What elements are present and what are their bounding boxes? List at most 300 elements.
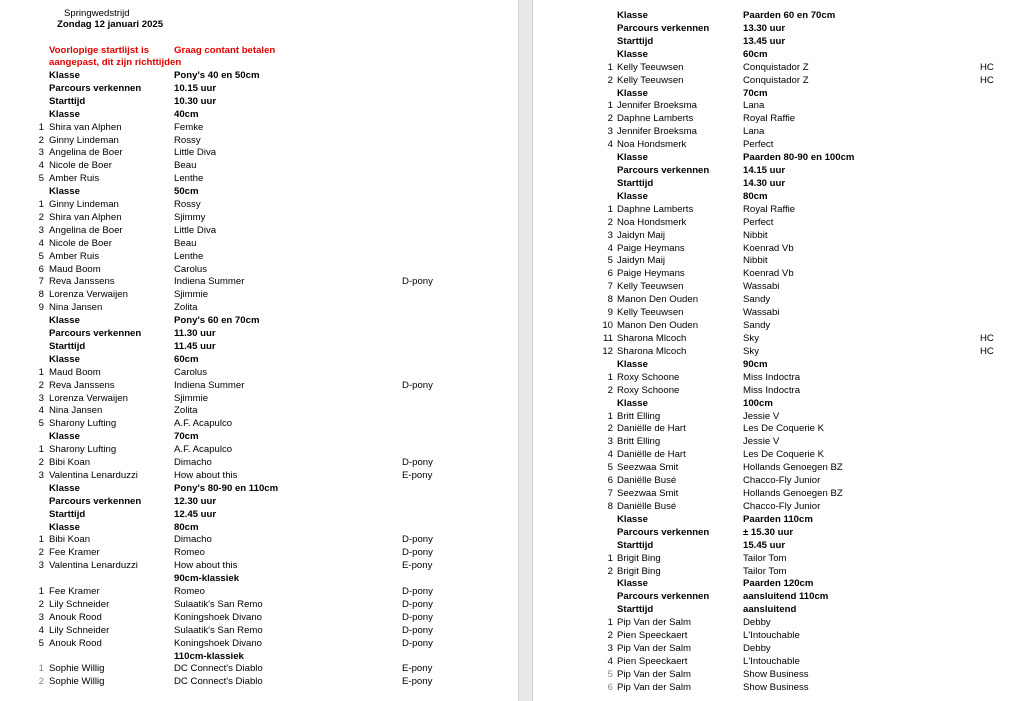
- entry-row: [533, 99, 1024, 112]
- entry-row: [0, 533, 518, 546]
- rider-name: Ginny Lindeman: [49, 134, 119, 146]
- horse-name: Miss Indoctra: [743, 371, 801, 383]
- horse-name: 12.45 uur: [174, 508, 217, 520]
- entry-row: [0, 288, 518, 301]
- horse-name: Carolus: [174, 263, 208, 275]
- horse-name: Carolus: [174, 366, 208, 378]
- horse-name: Paarden 120cm: [743, 578, 814, 590]
- rider-name: Klasse: [49, 70, 80, 81]
- horse-name: Wassabi: [743, 281, 780, 293]
- horse-name: aansluitend 110cm: [743, 591, 829, 603]
- entry-row: [0, 469, 518, 482]
- horse-name: 10.30 uur: [174, 95, 217, 107]
- right-page: [533, 0, 1024, 701]
- entry-number: 3: [38, 469, 44, 481]
- entry-row: [533, 681, 1024, 694]
- entry-number: 4: [38, 405, 44, 417]
- horse-name: Little Diva: [174, 147, 217, 159]
- entry-row: [533, 280, 1024, 293]
- horse-name: Koningshoek Divano: [174, 611, 263, 623]
- notice-payment: Graag contant betalen: [174, 45, 276, 56]
- entry-row: [533, 384, 1024, 397]
- rider-name: Pip Van der Salm: [617, 681, 691, 693]
- horse-name: How about this: [174, 469, 238, 481]
- horse-name: Tailor Tom: [743, 552, 787, 564]
- horse-name: 13.30 uur: [743, 22, 786, 34]
- rider-name: Klasse: [49, 315, 80, 327]
- category-label: HC: [980, 345, 994, 357]
- section-row: [0, 353, 518, 366]
- entry-number: 3: [38, 560, 44, 572]
- horse-name: 90cm-klassiek: [174, 573, 240, 585]
- rider-name: Sharona Mlcoch: [617, 333, 687, 344]
- section-row: [533, 164, 1024, 177]
- rider-name: Starttijd: [617, 539, 654, 551]
- entry-number: 1: [38, 586, 44, 597]
- category-label: D-pony: [402, 379, 433, 391]
- entry-number: 2: [38, 598, 44, 610]
- horse-name: Romeo: [174, 586, 205, 597]
- horse-name: Koenrad Vb: [743, 242, 794, 254]
- rider-name: Pien Speeckaert: [617, 630, 688, 642]
- section-row: [0, 572, 518, 585]
- rider-name: Parcours verkennen: [49, 82, 142, 94]
- entry-row: [533, 138, 1024, 151]
- entry-number: 3: [607, 126, 613, 138]
- rider-name: Nicole de Boer: [49, 237, 112, 249]
- entry-number: 6: [607, 268, 613, 280]
- entry-row: [0, 675, 518, 688]
- entry-row: [0, 172, 518, 185]
- entry-row: [0, 662, 518, 675]
- rider-name: Starttijd: [617, 35, 654, 47]
- category-label: E-pony: [402, 560, 433, 572]
- horse-name: Hollands Genoegen BZ: [743, 462, 843, 474]
- entry-number: 1: [607, 410, 613, 422]
- entry-row: [533, 642, 1024, 655]
- entry-row: [0, 366, 518, 379]
- entry-number: 8: [607, 294, 613, 306]
- entry-number: 2: [607, 216, 613, 228]
- horse-name: 90cm: [743, 358, 768, 370]
- entry-row: [0, 224, 518, 237]
- horse-name: 60cm: [743, 48, 768, 60]
- entry-row: [533, 203, 1024, 216]
- rider-name: Klasse: [617, 397, 648, 409]
- entry-number: 5: [607, 462, 613, 474]
- rider-name: Daniëlle de Hart: [617, 423, 686, 435]
- horse-name: Lana: [743, 126, 765, 138]
- horse-name: Miss Indoctra: [743, 384, 801, 396]
- rider-name: Klasse: [617, 513, 648, 525]
- rider-name: Sophie Willig: [49, 676, 105, 688]
- rider-name: Reva Janssens: [49, 379, 115, 391]
- rider-name: Sharona Mlcoch: [617, 345, 687, 357]
- horse-name: Les De Coquerie K: [743, 423, 825, 435]
- horse-name: 50cm: [174, 186, 199, 198]
- horse-name: Show Business: [743, 681, 809, 693]
- category-label: HC: [980, 333, 994, 344]
- horse-name: Sandy: [743, 294, 771, 306]
- horse-name: Beau: [174, 237, 197, 249]
- horse-name: Perfect: [743, 139, 774, 151]
- entry-row: [533, 345, 1024, 358]
- entry-number: 2: [38, 134, 44, 146]
- rider-name: Starttijd: [49, 95, 86, 107]
- entry-number: 2: [38, 547, 44, 559]
- horse-name: Sjimmie: [174, 289, 209, 301]
- entry-row: [533, 74, 1024, 87]
- horse-name: A.F. Acapulco: [174, 444, 233, 456]
- horse-name: 11.30 uur: [174, 328, 216, 339]
- rider-name: Jaidyn Maij: [617, 255, 665, 267]
- rider-name: Paige Heymans: [617, 268, 685, 280]
- horse-name: 110cm-klassiek: [174, 650, 244, 662]
- category-label: D-pony: [402, 547, 433, 559]
- entry-row: [533, 474, 1024, 487]
- entry-number: 8: [38, 289, 44, 301]
- section-row: [0, 508, 518, 521]
- horse-name: Debby: [743, 643, 771, 655]
- section-row: [0, 327, 518, 340]
- rider-name: Fee Kramer: [49, 586, 100, 597]
- section-row: [0, 650, 518, 663]
- entry-number: 1: [38, 199, 44, 210]
- entry-row: [0, 443, 518, 456]
- entry-row: [533, 422, 1024, 435]
- horse-name: 15.45 uur: [743, 539, 786, 551]
- entry-row: [533, 629, 1024, 642]
- category-label: D-pony: [402, 637, 433, 649]
- horse-name: Jessie V: [743, 410, 780, 422]
- entry-number: 1: [607, 617, 613, 629]
- entry-number: 2: [607, 113, 613, 125]
- section-row: [533, 87, 1024, 100]
- entry-row: [533, 293, 1024, 306]
- horse-name: Perfect: [743, 216, 774, 228]
- rider-name: Klasse: [49, 186, 80, 198]
- horse-name: 12.30 uur: [174, 495, 217, 507]
- horse-name: DC Connect's Diablo: [174, 676, 263, 688]
- entry-number: 2: [607, 384, 613, 396]
- rider-name: Maud Boom: [49, 263, 101, 275]
- event-title: Springwedstrijd: [64, 8, 130, 19]
- entry-number: 7: [607, 281, 613, 293]
- category-label: HC: [980, 61, 994, 73]
- entry-row: [0, 456, 518, 469]
- entry-row: [533, 125, 1024, 138]
- rider-name: Klasse: [617, 190, 648, 202]
- section-row: [533, 513, 1024, 526]
- entry-number: 12: [602, 345, 613, 357]
- section-row: [0, 185, 518, 198]
- entry-number: 4: [607, 139, 613, 151]
- entry-number: 4: [38, 624, 44, 636]
- horse-name: Paarden 80-90 en 100cm: [743, 152, 855, 164]
- section-row: [0, 108, 518, 121]
- rider-name: Pien Speeckaert: [617, 656, 688, 667]
- section-row: [533, 603, 1024, 616]
- rider-name: Manon Den Ouden: [617, 294, 699, 306]
- horse-name: Royal Raffie: [743, 113, 796, 125]
- horse-name: L'Intouchable: [743, 630, 800, 642]
- category-label: D-pony: [402, 534, 433, 546]
- entry-row: [533, 410, 1024, 423]
- rider-name: Daphne Lamberts: [617, 113, 694, 125]
- entry-row: [533, 371, 1024, 384]
- horse-name: 14.30 uur: [743, 177, 786, 189]
- rider-name: Valentina Lenarduzzi: [49, 469, 138, 481]
- entry-number: 4: [38, 237, 44, 249]
- entry-row: [0, 559, 518, 572]
- entry-row: [533, 668, 1024, 681]
- rider-name: Nina Jansen: [49, 302, 103, 314]
- horse-name: Beau: [174, 160, 197, 172]
- rider-name: Amber Ruis: [49, 250, 100, 262]
- horse-name: Rossy: [174, 199, 201, 210]
- category-label: E-pony: [402, 663, 433, 675]
- rider-name: Noa Hondsmerk: [617, 216, 687, 228]
- rider-name: Kelly Teeuwsen: [617, 74, 684, 86]
- horse-name: Pony's 60 en 70cm: [174, 315, 260, 327]
- entry-number: 7: [38, 276, 44, 288]
- entry-row: [533, 448, 1024, 461]
- entry-row: [533, 254, 1024, 267]
- entry-row: [533, 500, 1024, 513]
- section-row: [533, 9, 1024, 22]
- rider-name: Ginny Lindeman: [49, 199, 119, 210]
- entry-row: [533, 332, 1024, 345]
- category-label: D-pony: [402, 624, 433, 636]
- horse-name: Nibbit: [743, 229, 768, 241]
- horse-name: How about this: [174, 560, 238, 572]
- rider-name: Valentina Lenarduzzi: [49, 560, 138, 572]
- entry-number: 2: [38, 457, 44, 468]
- entry-row: [533, 461, 1024, 474]
- rider-name: Britt Elling: [617, 436, 661, 448]
- rider-name: Roxy Schoone: [617, 384, 680, 396]
- horse-name: Les De Coquerie K: [743, 449, 825, 461]
- rider-name: Klasse: [49, 431, 80, 443]
- entry-row: [533, 216, 1024, 229]
- section-row: [533, 590, 1024, 603]
- notice-startlist-line1: Voorlopige startlijst is: [49, 45, 150, 56]
- entry-number: 3: [607, 229, 613, 241]
- horse-name: Paarden 60 en 70cm: [743, 10, 836, 21]
- section-row: [533, 177, 1024, 190]
- entry-row: [0, 301, 518, 314]
- horse-name: Koenrad Vb: [743, 268, 794, 280]
- rider-name: Starttijd: [617, 177, 654, 189]
- rider-name: Klasse: [49, 108, 80, 120]
- rider-name: Pip Van der Salm: [617, 617, 691, 629]
- entry-number: 5: [607, 255, 613, 267]
- section-row: [533, 526, 1024, 539]
- entry-number: 2: [607, 565, 613, 577]
- rider-name: Starttijd: [49, 508, 86, 520]
- horse-name: Sulaatik's San Remo: [174, 598, 263, 610]
- horse-name: Lenthe: [174, 173, 204, 185]
- horse-name: Dimacho: [174, 534, 212, 546]
- entry-row: [533, 319, 1024, 332]
- rider-name: Amber Ruis: [49, 173, 100, 185]
- entry-number: 4: [607, 242, 613, 254]
- horse-name: Sjimmy: [174, 211, 206, 223]
- rider-name: Klasse: [617, 87, 648, 99]
- rider-name: Daniëlle de Hart: [617, 449, 686, 461]
- category-label: D-pony: [402, 598, 433, 610]
- entry-number: 5: [607, 668, 613, 680]
- entry-row: [533, 61, 1024, 74]
- entry-number: 9: [38, 302, 44, 314]
- section-row: [533, 35, 1024, 48]
- entry-number: 1: [607, 203, 613, 215]
- horse-name: Conquistador Z: [743, 61, 809, 73]
- rider-name: Anouk Rood: [49, 611, 102, 623]
- section-row: [0, 340, 518, 353]
- horse-name: 10.15 uur: [174, 82, 217, 94]
- entry-number: 5: [38, 637, 44, 649]
- section-row: [533, 48, 1024, 61]
- rider-name: Seezwaa Smit: [617, 462, 679, 474]
- section-row: [533, 151, 1024, 164]
- entry-number: 1: [607, 61, 613, 73]
- horse-name: 70cm: [743, 87, 768, 99]
- horse-name: Royal Raffie: [743, 203, 796, 215]
- section-row: [533, 539, 1024, 552]
- rider-name: Starttijd: [49, 340, 86, 352]
- section-row: [533, 397, 1024, 410]
- entry-number: 6: [607, 475, 613, 487]
- entry-number: 5: [38, 173, 44, 185]
- rider-name: Parcours verkennen: [49, 495, 142, 507]
- entry-row: [0, 611, 518, 624]
- section-row: [533, 358, 1024, 371]
- section-row: [0, 69, 518, 82]
- horse-name: Dimacho: [174, 457, 212, 468]
- section-row: [0, 314, 518, 327]
- horse-name: ± 15.30 uur: [743, 526, 794, 538]
- section-row: [0, 521, 518, 534]
- rider-name: Bibi Koan: [49, 457, 91, 468]
- rider-name: Paige Heymans: [617, 242, 685, 254]
- entry-number: 2: [607, 74, 613, 86]
- entry-row: [0, 637, 518, 650]
- horse-name: Sulaatik's San Remo: [174, 624, 263, 636]
- horse-name: Paarden 110cm: [743, 513, 813, 525]
- category-label: D-pony: [402, 276, 433, 288]
- horse-name: Zolita: [174, 302, 198, 314]
- rider-name: Klasse: [49, 353, 80, 365]
- entry-row: [0, 159, 518, 172]
- rider-name: Shira van Alphen: [49, 121, 122, 133]
- horse-name: Indiena Summer: [174, 276, 245, 288]
- entry-row: [0, 404, 518, 417]
- entry-number: 2: [607, 630, 613, 642]
- rider-name: Klasse: [617, 358, 648, 370]
- rider-name: Manon Den Ouden: [617, 320, 699, 332]
- horse-name: DC Connect's Diablo: [174, 663, 263, 675]
- entry-number: 9: [607, 307, 613, 319]
- entry-row: [533, 242, 1024, 255]
- rider-name: Lorenza Verwaijen: [49, 392, 128, 404]
- section-row: [533, 577, 1024, 590]
- entry-row: [0, 121, 518, 134]
- entry-number: 1: [607, 100, 613, 112]
- entry-row: [533, 435, 1024, 448]
- horse-name: Sandy: [743, 320, 771, 332]
- entry-row: [0, 585, 518, 598]
- rider-name: Lily Schneider: [49, 598, 110, 610]
- rider-name: Angelina de Boer: [49, 224, 123, 236]
- entry-number: 1: [607, 552, 613, 564]
- horse-name: 70cm: [174, 431, 199, 443]
- horse-name: 13.45 uur: [743, 35, 786, 47]
- category-label: D-pony: [402, 611, 433, 623]
- entry-number: 11: [603, 333, 613, 344]
- rider-name: Klasse: [49, 482, 80, 494]
- rider-name: Parcours verkennen: [49, 328, 142, 339]
- section-row: [0, 430, 518, 443]
- entry-number: 3: [38, 611, 44, 623]
- horse-name: Chacco-Fly Junior: [743, 500, 821, 512]
- entry-row: [0, 392, 518, 405]
- horse-name: Nibbit: [743, 255, 768, 267]
- category-label: HC: [980, 74, 994, 86]
- entry-number: 2: [607, 423, 613, 435]
- horse-name: A.F. Acapulco: [174, 418, 233, 430]
- rider-name: Jaidyn Maij: [617, 229, 665, 241]
- entry-row: [533, 552, 1024, 565]
- rider-name: Sharony Lufting: [49, 444, 117, 456]
- horse-name: Pony's 80-90 en 110cm: [174, 482, 279, 494]
- rider-name: Daphne Lamberts: [617, 203, 694, 215]
- entry-number: 6: [38, 263, 44, 275]
- horse-name: Sjimmie: [174, 392, 209, 404]
- entry-row: [0, 417, 518, 430]
- entry-number: 8: [607, 500, 613, 512]
- entry-row: [533, 306, 1024, 319]
- horse-name: Wassabi: [743, 307, 780, 319]
- rider-name: Pip Van der Salm: [617, 643, 691, 655]
- rider-name: Klasse: [49, 521, 80, 533]
- section-row: [0, 95, 518, 108]
- entry-number: 3: [38, 392, 44, 404]
- entry-row: [0, 146, 518, 159]
- entry-row: [0, 624, 518, 637]
- entry-number: 5: [38, 250, 44, 262]
- entry-row: [0, 211, 518, 224]
- entry-number: 1: [38, 534, 44, 546]
- entry-row: [533, 655, 1024, 668]
- entry-row: [533, 616, 1024, 629]
- entry-number: 4: [607, 449, 613, 461]
- horse-name: Jessie V: [743, 436, 780, 448]
- rider-name: Parcours verkennen: [617, 526, 710, 538]
- entry-number: 4: [38, 160, 44, 172]
- rider-name: Sharony Lufting: [49, 418, 117, 430]
- rider-name: Jennifer Broeksma: [617, 126, 697, 138]
- rider-name: Parcours verkennen: [617, 165, 710, 177]
- horse-name: Debby: [743, 617, 771, 629]
- horse-name: Indiena Summer: [174, 379, 245, 391]
- entry-row: [0, 198, 518, 211]
- page-gutter: [518, 0, 533, 701]
- section-row: [0, 82, 518, 95]
- entry-row: [0, 379, 518, 392]
- rider-name: Klasse: [617, 152, 648, 164]
- horse-name: Zolita: [174, 405, 198, 417]
